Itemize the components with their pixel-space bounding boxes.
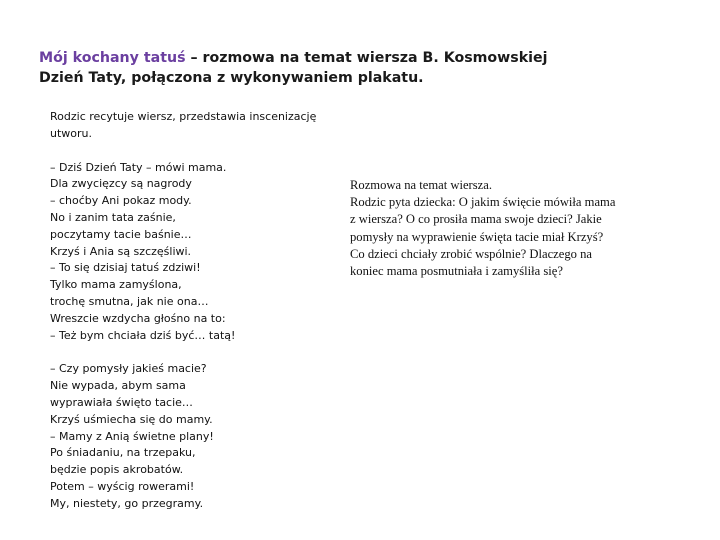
title-rest: – rozmowa na temat wiersza B. Kosmowskiej [185, 50, 548, 66]
poem-line: Wreszcie wzdycha głośno na to: [50, 311, 226, 325]
discussion-text [350, 177, 670, 280]
discussion-line: z wiersza? O co prosiła mama swoje dzieci? Jakie [350, 212, 602, 227]
poem-line: Potem – wyścig rowerami! [50, 479, 195, 493]
intro-text [50, 109, 340, 143]
poem-line: trochę smutna, jak nie ona… [50, 294, 209, 308]
discussion-line: Rozmowa na temat wiersza. [350, 178, 492, 192]
poem-line: – choćby Ani pokaz mody. [50, 194, 192, 208]
poem-line: Nie wypada, abym sama [50, 379, 186, 393]
poem-line: Po śniadaniu, na trzepaku, [50, 446, 196, 460]
poem-line: No i zanim tata zaśnie, [50, 210, 176, 224]
poem-line: wyprawiała święto tacie… [50, 395, 193, 409]
title-accent: Mój kochany tatuś [39, 50, 186, 66]
intro-line: Rodzic recytuje wiersz, przedstawia inscenizację [50, 110, 317, 123]
poem-line: Dla zwycięzcy są nagrody [50, 177, 192, 191]
poem-line: – Mamy z Anią świetne plany! [50, 429, 214, 443]
title-line2: Dzień Taty, połączona z wykonywaniem plakatu. [39, 70, 424, 86]
document-title [39, 48, 699, 88]
poem-line: – Dziś Dzień Taty – mówi mama. [50, 160, 227, 174]
discussion-line: Co dzieci chciały zrobić wspólnie? Dlaczego na [350, 246, 592, 261]
poem-line: My, niestety, go przegramy. [50, 496, 204, 510]
discussion-line: koniec mama posmutniała i zamyśliła się? [350, 264, 563, 279]
poem-line: – Też bym chciała dziś być… tatą! [50, 328, 236, 342]
discussion-line: Rodzic pyta dziecka: O jakim święcie mówiła mama [350, 195, 616, 210]
intro-line: utworu. [50, 126, 93, 140]
poem-line: – To się dzisiaj tatuś zdziwi! [50, 261, 201, 275]
poem-stanza-2 [50, 361, 340, 512]
poem-line: będzie popis akrobatów. [50, 463, 184, 477]
poem-line: Tylko mama zamyślona, [50, 278, 182, 292]
discussion-line: pomysły na wyprawienie święta tacie miał Krzyś? [350, 229, 604, 244]
poem-line: – Czy pomysły jakieś macie? [50, 362, 207, 376]
poem-stanza-1 [50, 160, 340, 345]
poem-line: poczytamy tacie baśnie… [50, 227, 192, 241]
poem-line: Krzyś i Ania są szczęśliwi. [50, 244, 192, 258]
poem-line: Krzyś uśmiecha się do mamy. [50, 412, 213, 426]
poem-column [50, 109, 340, 530]
